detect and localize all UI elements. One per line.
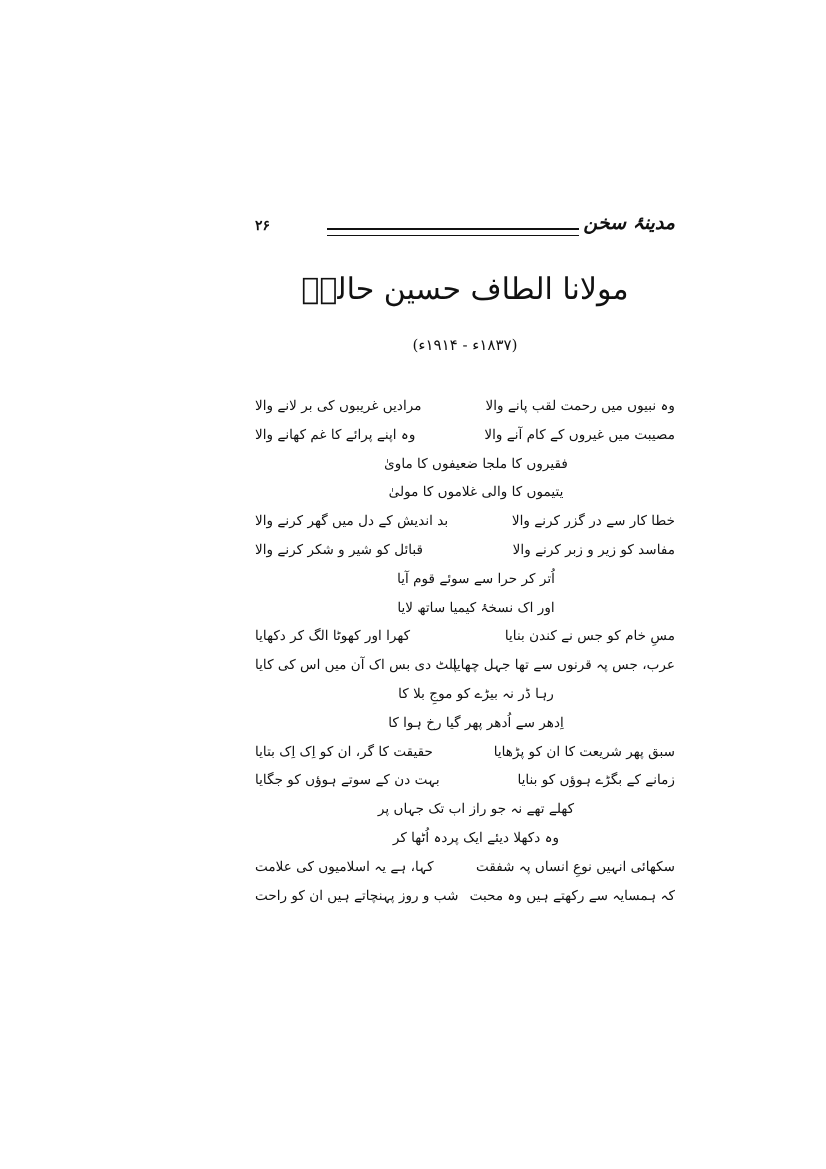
couplet-line — [255, 738, 675, 767]
hemistich-second: پلٹ دی بس اک آن میں اس کی کایا — [255, 657, 458, 674]
couplet-line — [255, 622, 675, 651]
poem-title: مولانا الطاف حسین حالیؔ — [301, 272, 629, 307]
page-number: ۲۶ — [255, 218, 271, 234]
hemistich-second: مرادیں غریبوں کی بر لانے والا — [255, 398, 422, 414]
couplet-line — [255, 853, 675, 882]
hemistich-first: مسِ خام کو جس نے کندن بنایا — [504, 628, 675, 645]
refrain-line: اِدھر سے اُدھر پھر گیا رخ ہوا کا — [388, 714, 564, 731]
hemistich-first: سکھائی انہیں نوعِ انساں پہ شفقت — [476, 858, 675, 875]
couplet-line — [255, 421, 675, 450]
couplet-line — [255, 507, 675, 536]
hemistich-first: مصیبت میں غیروں کے کام آنے والا — [484, 426, 675, 443]
couplet-line — [255, 392, 675, 421]
book-title: مدینۂ سخن — [583, 212, 675, 234]
hemistich-first: سبق پھر شریعت کا ان کو پڑھایا — [493, 743, 675, 760]
hemistich-second: بد اندیش کے دل میں گھر کرنے والا — [255, 513, 449, 530]
refrain-line: رہا ڈر نہ بیڑے کو موجِ بلا کا — [398, 685, 554, 702]
hemistich-second: وہ اپنے پرائے کا غم کھانے والا — [255, 426, 416, 443]
hemistich-first: خطا کار سے در گزر کرنے والا — [511, 513, 675, 530]
hemistich-second: قبائل کو شیر و شکر کرنے والا — [255, 541, 424, 558]
refrain-line: اور اک نسخۂ کیمیا ساتھ لایا — [397, 599, 555, 616]
hemistich-first: کہ ہمسایہ سے رکھتے ہیں وہ محبت — [469, 887, 675, 904]
hemistich-first: وہ نبیوں میں رحمت لقب پانے والا — [485, 398, 675, 414]
hemistich-first: عرب، جس پہ قرنوں سے تھا جہل چھایا — [452, 657, 675, 674]
poem-body — [255, 392, 675, 910]
couplet-line — [255, 536, 675, 565]
couplet-line — [255, 651, 675, 680]
running-head — [255, 212, 675, 252]
refrain-line: یتیموں کا والی غلاموں کا مولیٰ — [388, 484, 564, 501]
hemistich-first: مفاسد کو زیر و زبر کرنے والا — [512, 541, 675, 558]
poem-dates: (۱۸۳۷ء - ۱۹۱۴ء) — [412, 336, 518, 354]
hemistich-second: شب و روز پہنچاتے ہیں ان کو راحت — [255, 887, 459, 904]
hemistich-first: زمانے کے بگڑے ہوؤں کو بنایا — [517, 772, 675, 789]
hemistich-second: بہت دن کے سوتے ہوؤں کو جگایا — [255, 772, 440, 789]
hemistich-second: کھرا اور کھوٹا الگ کر دکھایا — [255, 628, 411, 645]
refrain-line: اُتر کر حرا سے سوئے قوم آیا — [397, 570, 555, 587]
hemistich-second: کہا، ہے یہ اسلامیوں کی علامت — [255, 858, 434, 875]
refrain-line: وہ دکھلا دیئے ایک پردہ اُٹھا کر — [392, 829, 560, 846]
refrain-line: کھلے تھے نہ جو راز اب تک جہاں پر — [377, 801, 575, 818]
couplet-line — [255, 766, 675, 795]
refrain-line: فقیروں کا ملجا ضعیفوں کا ماویٰ — [384, 455, 568, 472]
hemistich-second: حقیقت کا گر، ان کو اِک اِک بتایا — [255, 743, 433, 760]
header-rule — [327, 228, 579, 236]
couplet-line — [255, 882, 675, 911]
